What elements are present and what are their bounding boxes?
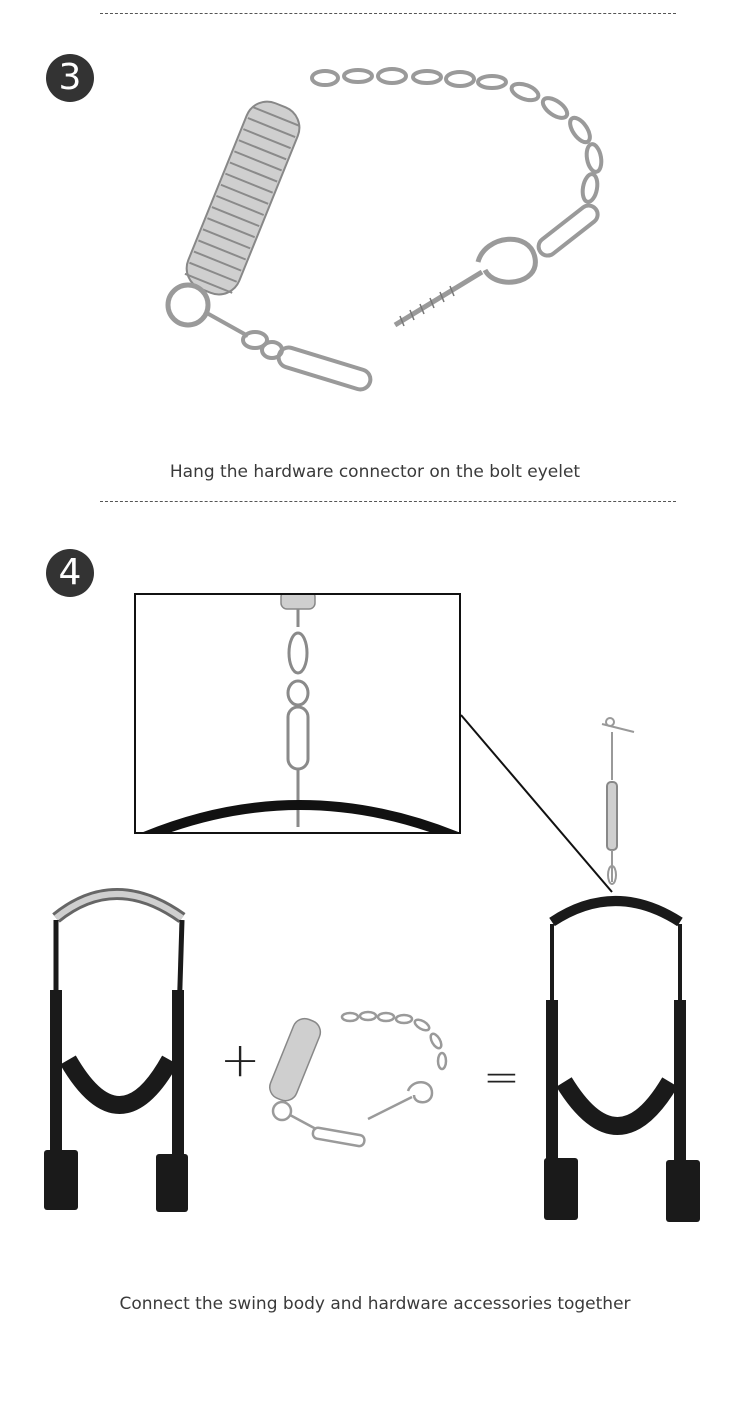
eye-bolt-icon bbox=[395, 239, 535, 325]
hardware-kit-small-image bbox=[268, 1005, 468, 1155]
bottom-carabiner-icon bbox=[276, 345, 373, 392]
closeup-chain-icon bbox=[288, 609, 308, 827]
plus-sign: + bbox=[220, 1032, 261, 1088]
spring-end-icon bbox=[281, 593, 315, 609]
step-4-number: 4 bbox=[58, 552, 82, 593]
step-3-number: 3 bbox=[58, 57, 82, 98]
assembled-swing-image bbox=[530, 710, 730, 1250]
hardware-kit-image bbox=[0, 0, 750, 460]
divider-middle bbox=[100, 501, 676, 502]
chain-icon bbox=[312, 69, 603, 203]
spring-icon bbox=[180, 95, 306, 301]
swing-body-image bbox=[40, 880, 220, 1220]
carabiner-icon bbox=[535, 202, 601, 259]
carabiner-closeup-image bbox=[134, 593, 461, 834]
swivel-icon bbox=[205, 312, 282, 358]
step-4-badge bbox=[46, 549, 94, 597]
mounted-hardware-icon bbox=[602, 718, 634, 884]
step-3-caption: Hang the hardware connector on the bolt eyelet bbox=[169, 462, 581, 482]
ring-icon bbox=[168, 285, 208, 325]
equals-sign: = bbox=[483, 1052, 520, 1103]
step-4-caption: Connect the swing body and hardware accessories together bbox=[119, 1294, 631, 1314]
